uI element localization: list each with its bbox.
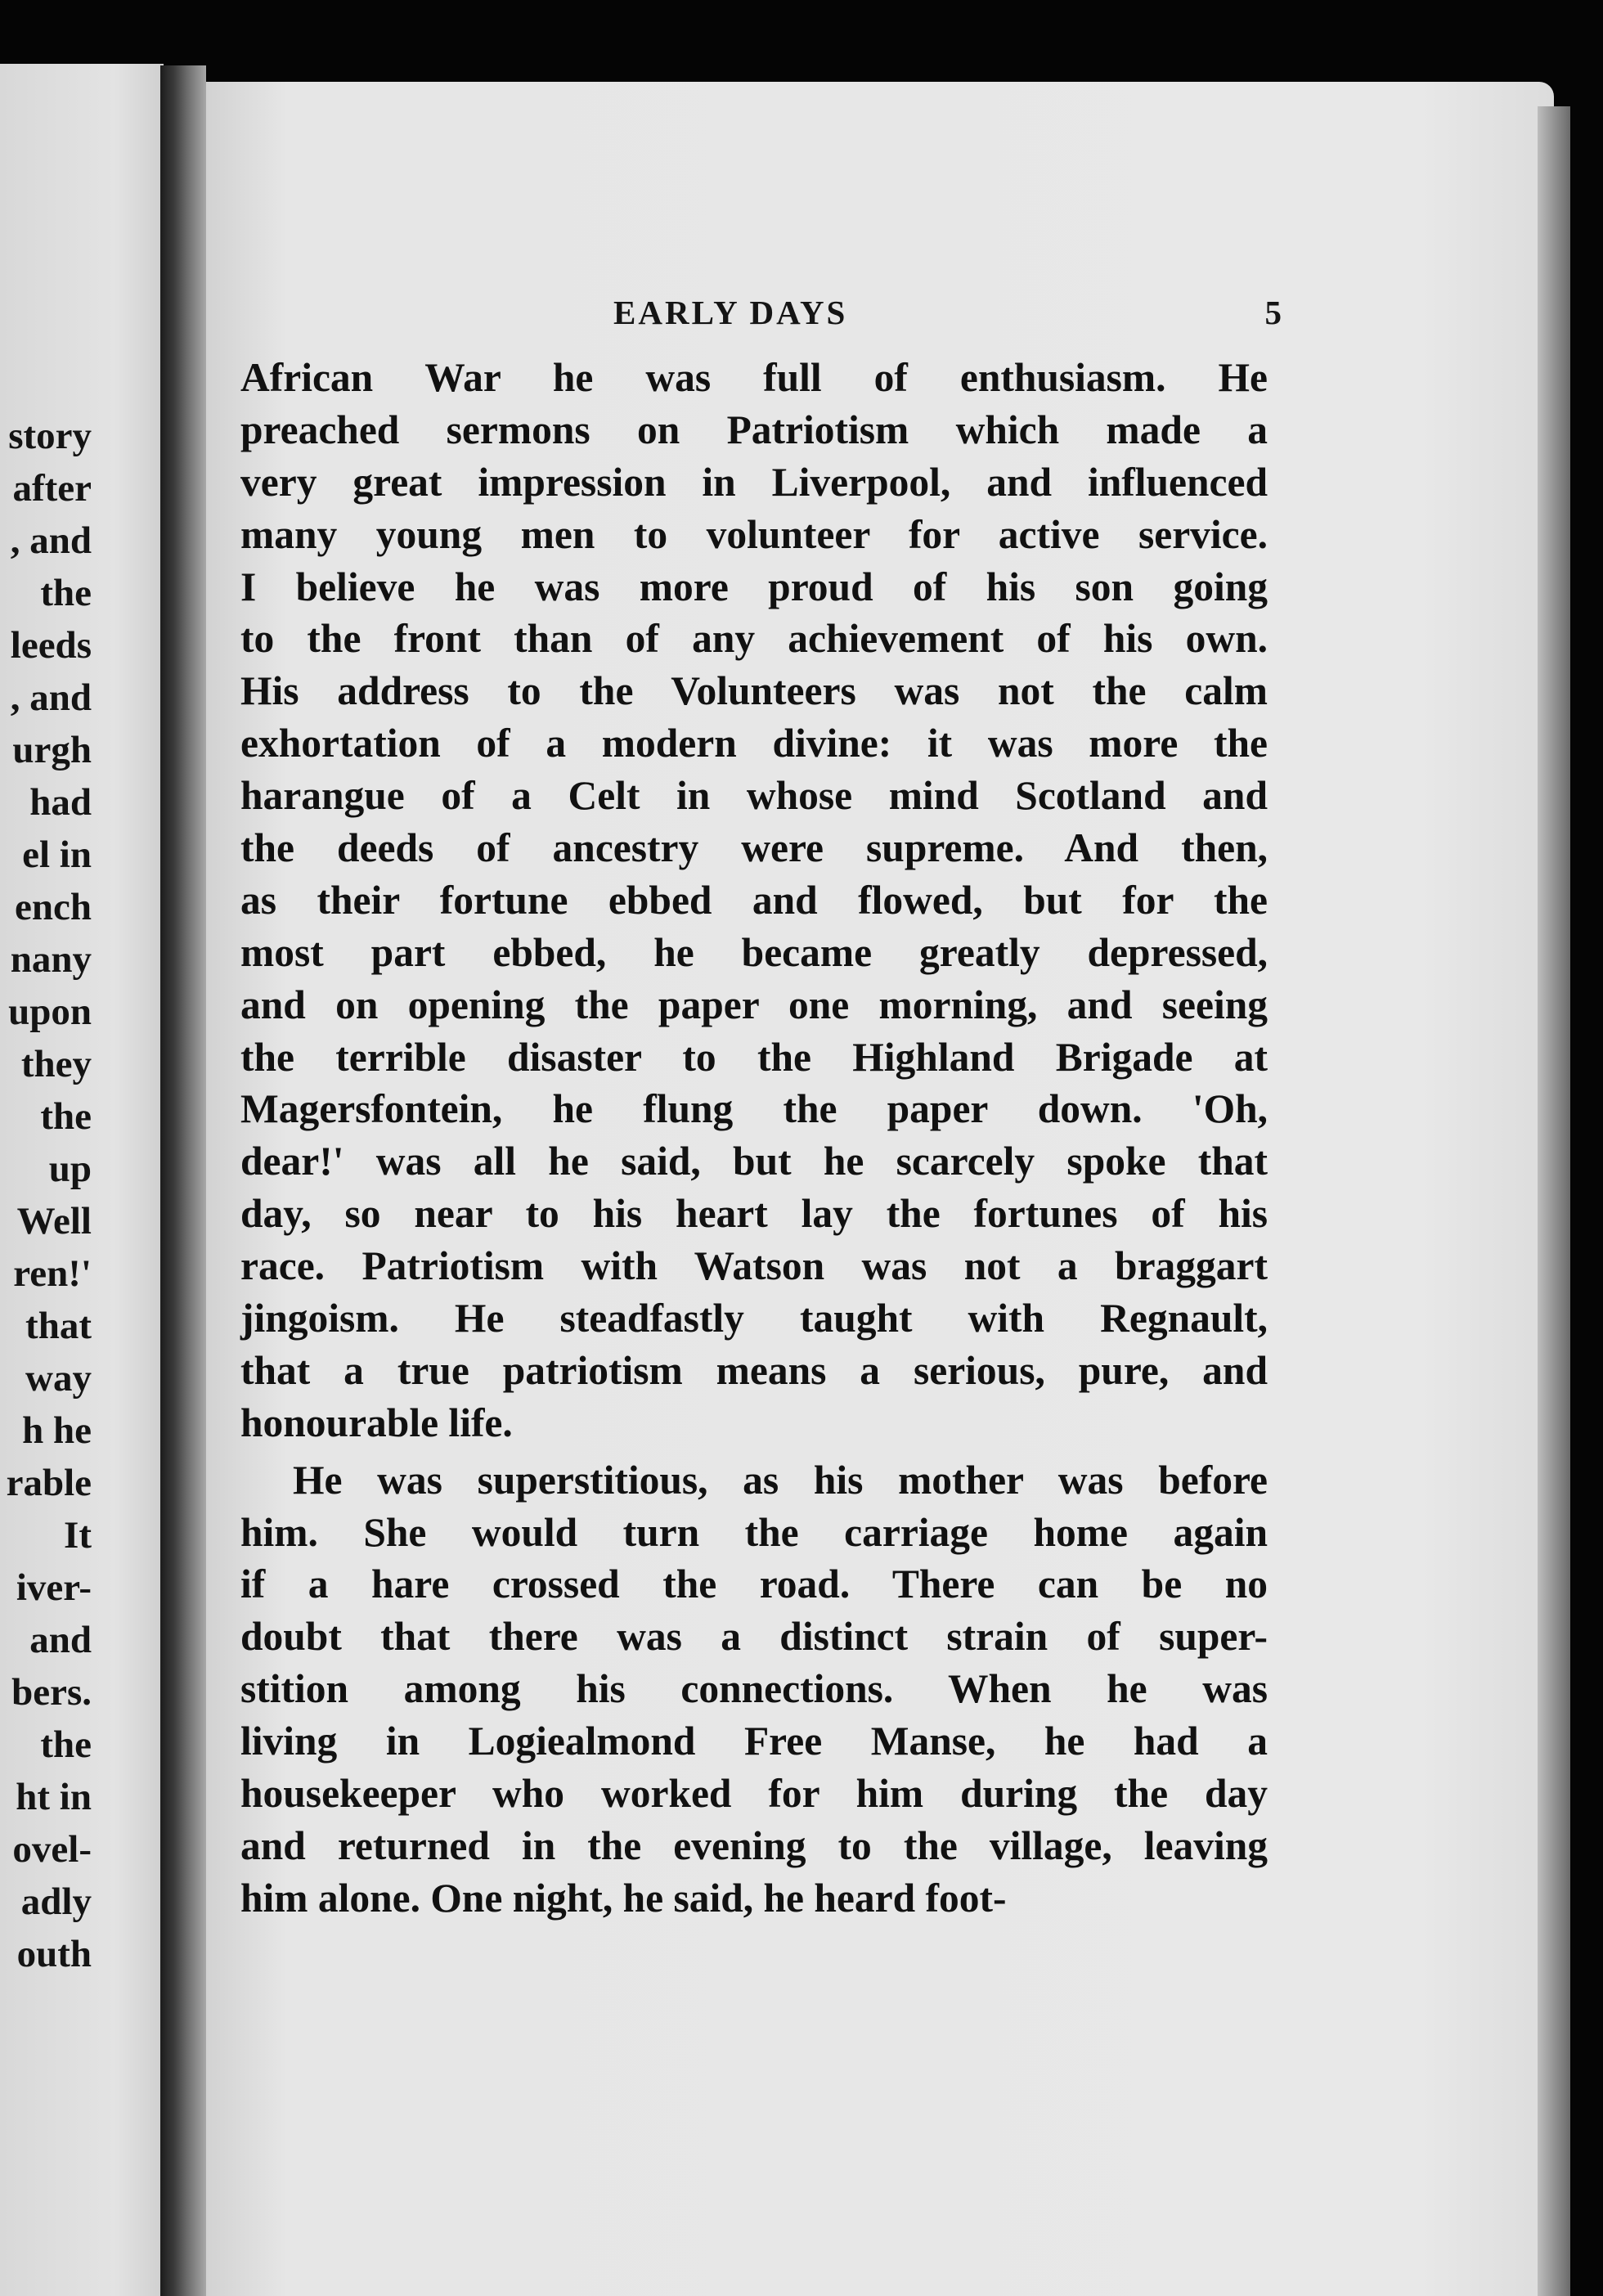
text-line: stition among his connections. When he was xyxy=(240,1666,1268,1712)
text-line: and on opening the paper one morning, and seeing xyxy=(240,982,1268,1027)
facing-page-line: urgh xyxy=(12,729,92,771)
text-line: if a hare crossed the road. There can be no xyxy=(240,1561,1268,1607)
facing-page-line: bers. xyxy=(11,1671,92,1714)
text-line: to the front than of any achievement of his own. xyxy=(240,616,1268,662)
text-line: as their fortune ebbed and flowed, but for the xyxy=(240,877,1268,923)
facing-page-line: , and xyxy=(10,519,92,562)
text-line: Magersfontein, he flung the paper down. 'Oh, xyxy=(240,1086,1268,1132)
facing-page-line: after xyxy=(12,467,92,510)
facing-page-line: el in xyxy=(22,833,92,876)
text-line: African War he was full of enthusiasm. He xyxy=(240,355,1268,400)
paragraph xyxy=(240,1454,1268,1925)
text-line: His address to the Volunteers was not the calm xyxy=(240,668,1268,714)
facing-page-line: ren!' xyxy=(13,1252,92,1295)
facing-page-line: the xyxy=(40,1723,92,1766)
text-line: He was superstitious, as his mother was before xyxy=(293,1457,1268,1503)
page-number: 5 xyxy=(1264,294,1284,331)
facing-page-text xyxy=(0,410,92,1980)
facing-page-line: , and xyxy=(10,676,92,719)
facing-page-line: It xyxy=(64,1514,92,1557)
text-line: him. She would turn the carriage home again xyxy=(240,1509,1268,1555)
facing-page-line: iver- xyxy=(16,1566,92,1609)
facing-page-line: and xyxy=(29,1619,92,1661)
facing-page-line: h he xyxy=(22,1409,92,1452)
book-gutter xyxy=(160,65,206,2296)
facing-page xyxy=(0,64,164,2296)
text-line: I believe he was more proud of his son going xyxy=(240,564,1268,609)
facing-page-line: rable xyxy=(6,1462,92,1504)
facing-page-line: had xyxy=(29,781,92,824)
text-line: the terrible disaster to the Highland Brigade at xyxy=(240,1034,1268,1080)
facing-page-line: that xyxy=(25,1305,92,1347)
facing-page-line: ovel- xyxy=(12,1828,92,1871)
facing-page-line: the xyxy=(40,1095,92,1138)
page-header xyxy=(613,293,1284,342)
text-line: doubt that there was a distinct strain of super- xyxy=(240,1614,1268,1660)
facing-page-line: leeds xyxy=(10,624,92,667)
text-line: very great impression in Liverpool, and influenced xyxy=(240,459,1268,505)
facing-page-line: outh xyxy=(16,1933,92,1975)
facing-page-line: adly xyxy=(20,1880,92,1923)
facing-page-line: up xyxy=(48,1148,92,1190)
text-line: day, so near to his heart lay the fortunes of his xyxy=(240,1191,1268,1237)
text-line: living in Logiealmond Free Manse, he had a xyxy=(240,1719,1268,1764)
facing-page-line: the xyxy=(40,572,92,614)
facing-page-line: ht in xyxy=(16,1776,92,1818)
text-line: jingoism. He steadfastly taught with Regnault, xyxy=(240,1296,1268,1341)
text-line: preached sermons on Patriotism which made a xyxy=(240,407,1268,452)
facing-page-line: way xyxy=(25,1357,92,1400)
body-text xyxy=(240,352,1268,1925)
text-line: race. Patriotism with Watson was not a braggart xyxy=(240,1243,1268,1289)
paragraph xyxy=(240,352,1268,1449)
facing-page-line: nany xyxy=(10,938,92,981)
facing-page-line: story xyxy=(8,415,92,457)
page-edge-shadow xyxy=(1538,106,1570,2296)
text-line: dear!' was all he said, but he scarcely spoke that xyxy=(240,1139,1268,1184)
text-line: many young men to volunteer for active service. xyxy=(240,511,1268,557)
text-line: most part ebbed, he became greatly depressed, xyxy=(240,929,1268,975)
text-line: and returned in the evening to the village, leaving xyxy=(240,1822,1268,1868)
facing-page-line: upon xyxy=(8,991,92,1033)
text-line: housekeeper who worked for him during the day xyxy=(240,1771,1268,1817)
text-line: him alone. One night, he said, he heard foot- xyxy=(240,1875,1007,1921)
facing-page-line: ench xyxy=(15,886,92,928)
text-line: exhortation of a modern divine: it was more the xyxy=(240,721,1268,766)
facing-page-line: they xyxy=(20,1043,92,1085)
text-line: honourable life. xyxy=(240,1400,513,1445)
text-line: harangue of a Celt in whose mind Scotland and xyxy=(240,773,1268,819)
text-line: that a true patriotism means a serious, pure, and xyxy=(240,1347,1268,1393)
running-head: EARLY DAYS xyxy=(613,294,848,331)
facing-page-line: Well xyxy=(16,1200,92,1242)
text-line: the deeds of ancestry were supreme. And then, xyxy=(240,825,1268,871)
